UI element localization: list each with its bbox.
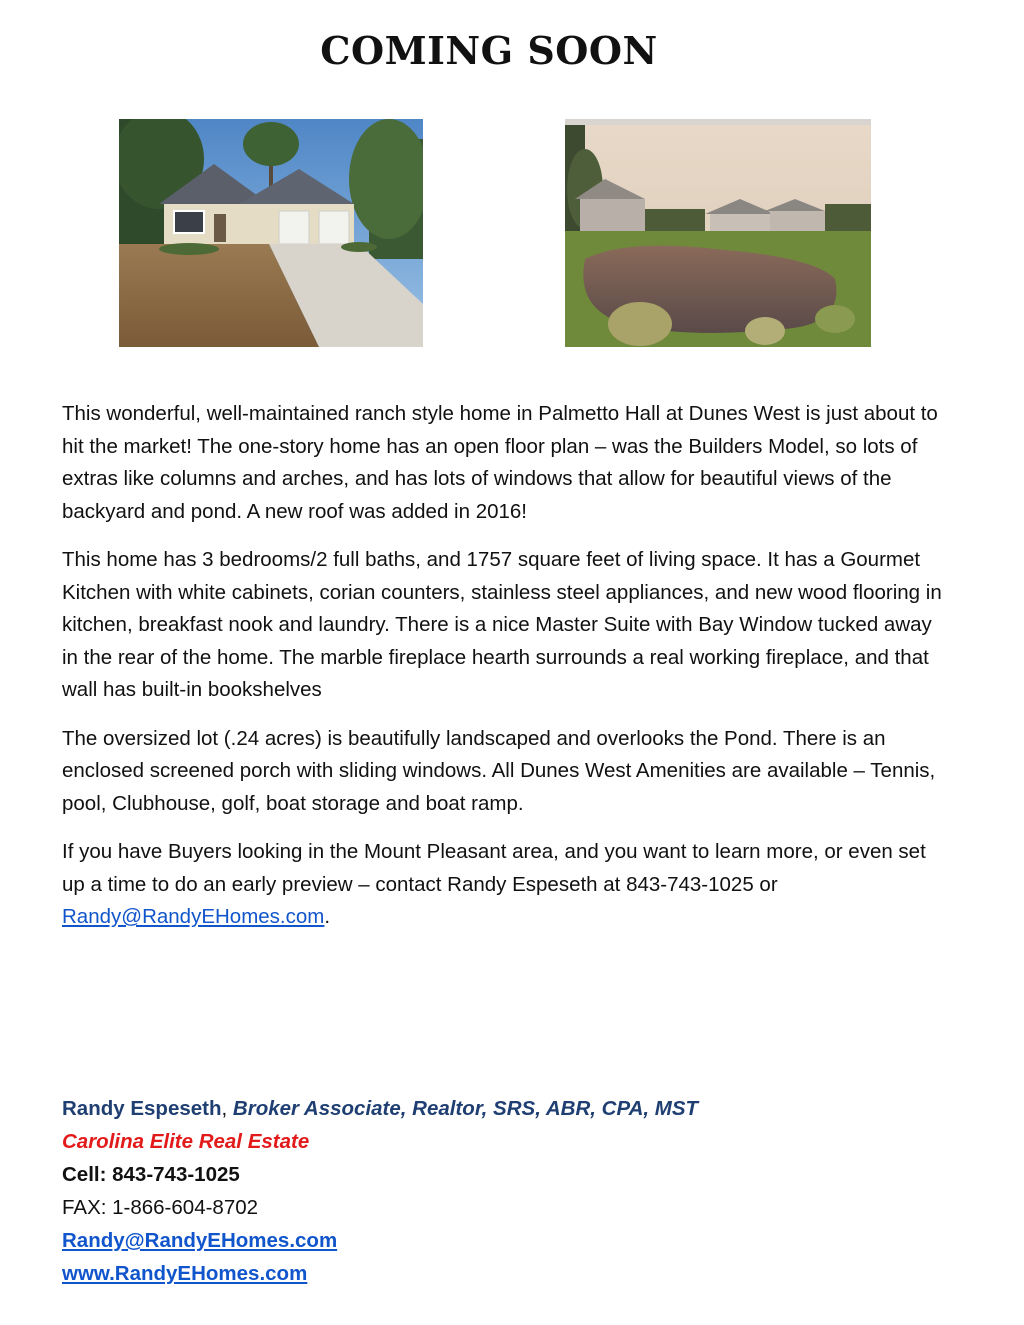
fax-number: FAX: 1-866-604-8702 <box>62 1196 259 1219</box>
page-title: COMING SOON <box>320 28 658 73</box>
pond-photo <box>565 119 871 347</box>
paragraph-features: This home has 3 bedrooms/2 full baths, and 1757 square feet of living space. It has a Gourmet Kitchen with white cabinets, corian counters, stainless steel appliances, and new wood flooring in kitchen, breakfast nook and laundry. There is a nice Master Suite with Bay Window tucked away in the rear of the home. The marble fireplace hearth surrounds a real working fireplace, and that wall has built-in bookshelves <box>62 548 942 701</box>
paragraph-lot: The oversized lot (.24 acres) is beautifully landscaped and overlooks the Pond. There is an enclosed screened porch with sliding windows. All Dunes West Amenities are available – Tennis, pool, Clubhouse, golf, boat storage and boat ramp. <box>62 726 936 815</box>
contact-period: . <box>324 905 331 928</box>
paragraph-overview: This wonderful, well-maintained ranch style home in Palmetto Hall at Dunes West is just about to hit the market! The one-story home has an open floor plan – was the Builders Model, so lots of extras like columns and arches, and has lots of windows that allow for beautiful views of the backyard and pond. A new roof was added in 2016! <box>62 402 938 523</box>
signature-comma: , <box>221 1097 233 1120</box>
company-name: Carolina Elite Real Estate <box>62 1130 310 1153</box>
house-photo-icon <box>119 119 423 347</box>
paragraph-contact <box>62 836 942 934</box>
listing-description <box>62 398 942 950</box>
agent-name: Randy Espeseth <box>62 1097 222 1120</box>
pond-photo-icon <box>565 119 871 347</box>
agent-title: Broker Associate, Realtor, SRS, ABR, CPA, MST <box>232 1097 699 1120</box>
house-photo <box>119 119 423 347</box>
cell-phone: Cell: 843-743-1025 <box>62 1163 240 1186</box>
website-link[interactable]: www.RandyEHomes.com <box>62 1262 308 1285</box>
signature-block <box>62 1092 698 1290</box>
contact-email-link[interactable]: Randy@RandyEHomes.com <box>62 905 325 928</box>
signature-email-link[interactable]: Randy@RandyEHomes.com <box>62 1229 338 1252</box>
signature-name-line <box>62 1092 698 1125</box>
contact-text: If you have Buyers looking in the Mount Pleasant area, and you want to learn more, or even set up a time to do an early preview – contact Randy Espeseth at 843-743-1025 or <box>62 840 926 896</box>
